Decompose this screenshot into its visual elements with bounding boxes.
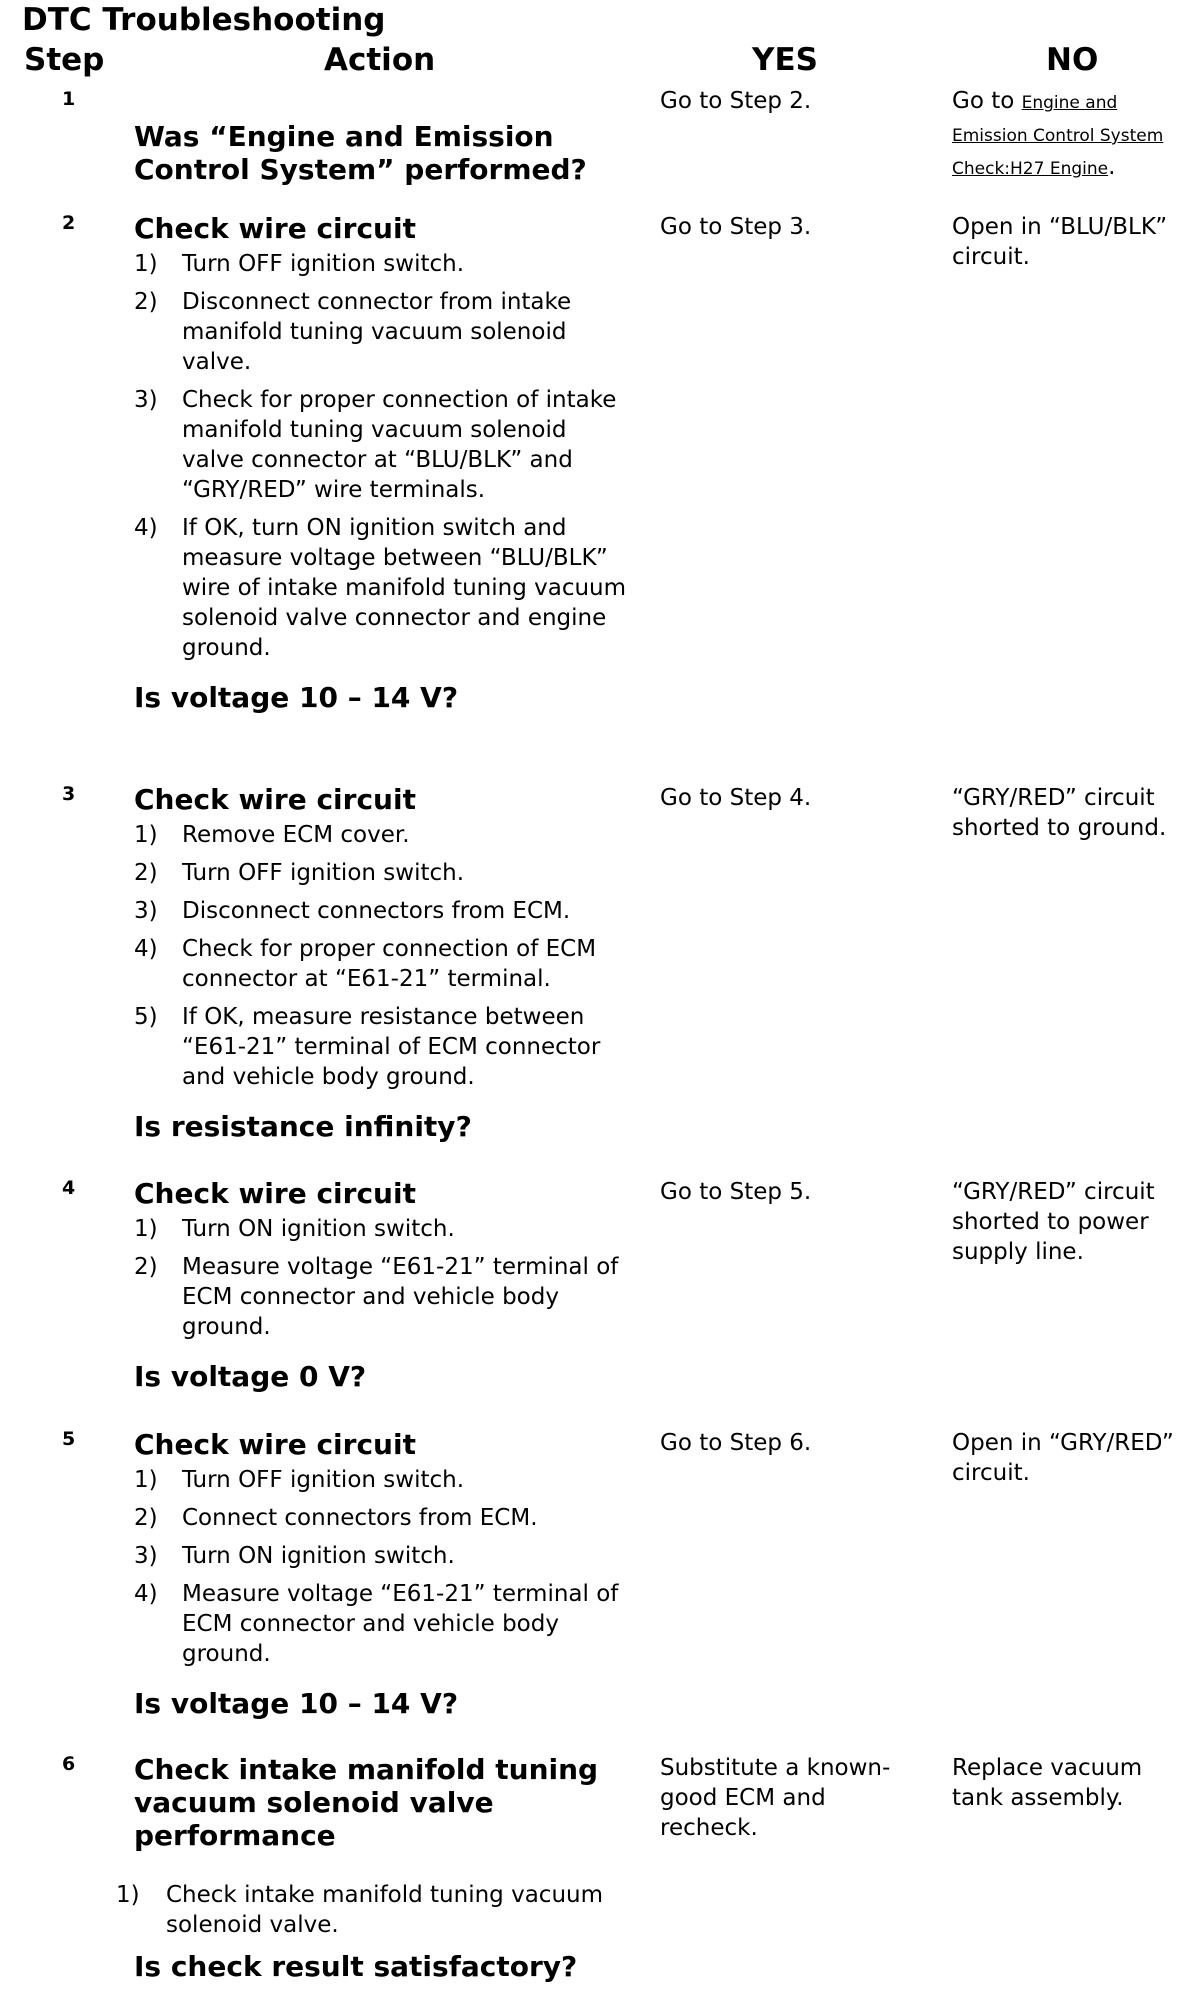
step-question: Was “Engine and Emission Control System” performed? <box>134 120 587 186</box>
instruction-item: 1) Remove ECM cover. <box>134 822 410 848</box>
instruction-item: 2) Connect connectors from ECM. <box>134 1505 538 1531</box>
step-heading: Check wire circuit <box>134 1177 416 1210</box>
yes-cell: Go to Step 3. <box>660 214 812 240</box>
step-question: Is check result satisfactory? <box>134 1950 578 1983</box>
step-instructions <box>134 249 634 663</box>
instruction-item: 1) Turn ON ignition switch. <box>134 1216 455 1242</box>
step-heading: Check wire circuit <box>134 1428 416 1461</box>
column-header-action: Action <box>324 42 436 78</box>
instruction-item: 3) Disconnect connectors from ECM. <box>134 898 571 924</box>
step-number: 1 <box>62 88 76 110</box>
action-cell <box>134 120 634 186</box>
step-question: Is resistance infinity? <box>134 1110 472 1143</box>
instruction-item: 3) Check for proper connection of intake manifold tuning vacuum solenoid valve connector at “BLU/BLK” and “GRY/RED” wire terminals. <box>134 387 617 503</box>
no-cell: Open in “BLU/BLK” circuit. <box>952 214 1168 270</box>
column-header-step: Step <box>24 42 105 78</box>
step-number: 4 <box>62 1177 76 1199</box>
step-instructions <box>116 1880 604 1940</box>
step-number: 2 <box>62 212 76 234</box>
no-cell: Open in “GRY/RED” circuit. <box>952 1430 1174 1486</box>
instruction-item: 2) Turn OFF ignition switch. <box>134 860 465 886</box>
action-cell <box>134 1428 634 1720</box>
instruction-item: 5) If OK, measure resistance between “E61-21” terminal of ECM connector and vehicle body ground. <box>134 1004 601 1090</box>
instruction-item: 1) Turn OFF ignition switch. <box>134 251 465 277</box>
action-cell <box>134 783 634 1143</box>
instruction-item: 2) Measure voltage “E61-21” terminal of ECM connector and vehicle body ground. <box>134 1254 619 1340</box>
action-cell <box>134 212 634 714</box>
step-number: 3 <box>62 783 76 805</box>
step-instructions <box>134 1465 634 1669</box>
step-heading: Check wire circuit <box>134 783 416 816</box>
yes-cell: Go to Step 2. <box>660 88 812 114</box>
instruction-item: 2) Disconnect connector from intake manifold tuning vacuum solenoid valve. <box>134 289 572 375</box>
no-cell: Replace vacuum tank assembly. <box>952 1755 1143 1811</box>
instruction-item: 4) Measure voltage “E61-21” terminal of ECM connector and vehicle body ground. <box>134 1581 619 1667</box>
yes-cell: Go to Step 6. <box>660 1430 812 1456</box>
step-instructions <box>134 820 634 1092</box>
no-cell <box>952 86 1192 185</box>
instruction-item: 4) If OK, turn ON ignition switch and measure voltage between “BLU/BLK” wire of intake manifold tuning vacuum solenoid valve connector and engine ground. <box>134 515 627 661</box>
yes-cell: Substitute a known-good ECM and recheck. <box>660 1755 891 1841</box>
instruction-item: 1) Turn OFF ignition switch. <box>134 1467 465 1493</box>
yes-cell: Go to Step 4. <box>660 785 812 811</box>
action-cell <box>116 1753 604 1983</box>
step-instructions <box>134 1214 634 1342</box>
step-number: 6 <box>62 1753 76 1775</box>
column-header-yes: YES <box>752 42 818 78</box>
no-suffix: . <box>1108 154 1116 180</box>
page-title: DTC Troubleshooting <box>22 2 386 38</box>
step-question: Is voltage 0 V? <box>134 1360 367 1393</box>
step-heading: Check wire circuit <box>134 212 416 245</box>
engine-check-link[interactable]: Engine and Emission Control System Check:H27 Engine <box>952 93 1164 179</box>
step-question: Is voltage 10 – 14 V? <box>134 681 459 714</box>
no-prefix: Go to <box>952 88 1022 114</box>
action-cell <box>134 1177 634 1393</box>
step-question: Is voltage 10 – 14 V? <box>134 1687 459 1720</box>
column-header-no: NO <box>1046 42 1099 78</box>
instruction-item: 3) Turn ON ignition switch. <box>134 1543 455 1569</box>
step-number: 5 <box>62 1428 76 1450</box>
no-cell: “GRY/RED” circuit shorted to power supply line. <box>952 1179 1155 1265</box>
yes-cell: Go to Step 5. <box>660 1179 812 1205</box>
no-cell: “GRY/RED” circuit shorted to ground. <box>952 785 1167 841</box>
step-heading: Check intake manifold tuning vacuum solenoid valve performance <box>134 1753 599 1852</box>
instruction-item: 1) Check intake manifold tuning vacuum solenoid valve. <box>116 1882 603 1938</box>
instruction-item: 4) Check for proper connection of ECM connector at “E61-21” terminal. <box>134 936 597 992</box>
